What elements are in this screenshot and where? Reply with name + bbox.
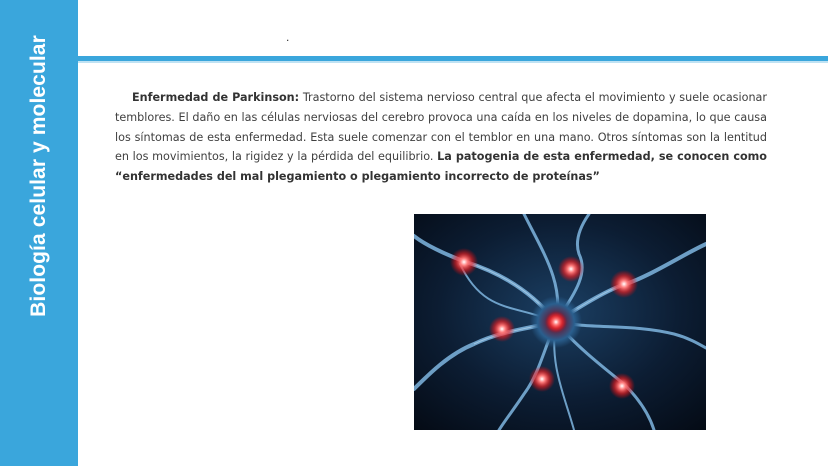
sidebar — [0, 0, 78, 466]
neuron-image — [414, 214, 706, 430]
sidebar-title: Biología celular y molecular — [27, 35, 50, 317]
parkinson-paragraph — [115, 88, 767, 187]
header-mark: . — [286, 30, 290, 44]
term-description: Trastorno del sistema nervioso central que afecta el movimiento y suele ocasionar temblores. El daño en las células nerviosas del cerebro provoca una caída en los niveles de dopamina, lo que causa los síntomas de esta enfermedad. Esta suele comenzar con el temblor en una mano. Otros síntomas son la lentitud en los movimientos, la rigidez y la pérdida del equilibrio. — [115, 91, 768, 164]
emphasis-text: La patogenia de esta enfermedad, se conocen como “enfermedades del mal plegamiento o plegamiento incorrecto de proteínas” — [115, 150, 767, 184]
header-divider-shadow — [78, 61, 828, 63]
term-label: Enfermedad de Parkinson: — [132, 91, 300, 104]
